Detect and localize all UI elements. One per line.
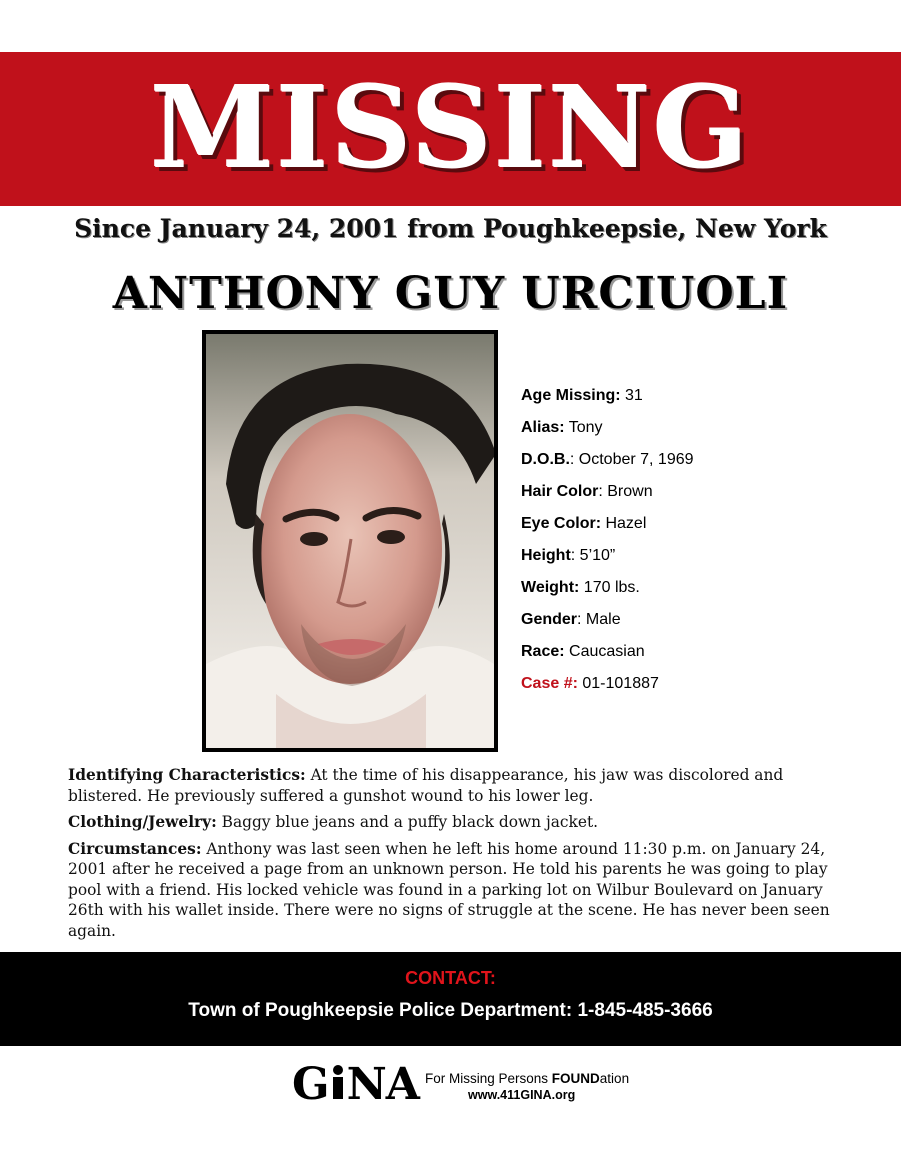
tagline-pre: For Missing Persons (425, 1071, 552, 1086)
detail-label: Eye Color: (521, 515, 602, 532)
detail-value: : Brown (598, 483, 653, 500)
detail-value: : 5’10” (570, 547, 616, 564)
portrait-image (206, 334, 494, 748)
circumstances (68, 839, 848, 942)
narrative-label: Identifying Characteristics: (68, 766, 306, 784)
detail-label: Hair Color (521, 483, 599, 500)
tagline-found: FOUND (551, 1071, 600, 1086)
logo-letters-na: NA (346, 1059, 419, 1110)
detail-value: Hazel (601, 515, 647, 532)
detail-value: 01-101887 (577, 675, 659, 692)
detail-value: 31 (620, 387, 643, 404)
detail-age (521, 380, 881, 412)
footer-url: www.411GINA.org (468, 1088, 576, 1102)
detail-gender (521, 604, 881, 636)
contact-phone-line: Town of Poughkeepsie Police Department: 1-845-485-3666 (188, 1000, 713, 1021)
detail-label: Case #: (521, 675, 578, 692)
person-photo (202, 330, 498, 752)
narrative (68, 765, 848, 947)
details-list (521, 380, 881, 700)
detail-hair-color (521, 476, 881, 508)
narrative-text: Anthony was last seen when he left his home around 11:30 p.m. on January 24, 2001 after he received a page from an unknown person. He told his parents he was going to play pool with a friend. His locked vehicle was found in a parking lot on Wilbur Boulevard on January 26th with his wallet inside. There were no signs of struggle at the scene. He has never been seen again. (68, 839, 830, 940)
detail-value: 170 lbs. (579, 579, 640, 596)
contact-heading: CONTACT: (405, 968, 496, 988)
detail-label: Gender (521, 611, 578, 628)
detail-eye-color (521, 508, 881, 540)
banner-title: MISSING (150, 63, 751, 194)
detail-label: Weight: (521, 579, 580, 596)
detail-value: Tony (564, 419, 603, 436)
narrative-label: Circumstances: (68, 839, 202, 858)
detail-label: D.O.B. (521, 451, 570, 468)
detail-alias (521, 412, 881, 444)
contact-bar (0, 952, 901, 1046)
narrative-text: Baggy blue jeans and a puffy black down jacket. (216, 813, 599, 831)
detail-race (521, 636, 881, 668)
missing-banner (0, 52, 901, 206)
detail-height (521, 540, 881, 572)
narrative-text: At the time of his disappearance, his jaw was discolored and blistered. He previously suffered a gunshot wound to his lower leg. (68, 766, 784, 805)
missing-since-line: Since January 24, 2001 from Poughkeepsie, New York (74, 214, 827, 243)
logo-letter-g: G (292, 1059, 329, 1110)
footer-logo-block (292, 1059, 712, 1113)
clothing-jewelry (68, 812, 848, 833)
detail-case-number (521, 668, 881, 700)
footer-tagline (425, 1071, 629, 1086)
detail-label: Age Missing: (521, 387, 621, 404)
narrative-label: Clothing/Jewelry: (68, 813, 217, 831)
detail-value: Caucasian (564, 643, 645, 660)
detail-value: : October 7, 1969 (569, 451, 694, 468)
detail-dob (521, 444, 881, 476)
detail-label: Race: (521, 643, 565, 660)
gina-logo (292, 1059, 419, 1110)
detail-label: Height (521, 547, 571, 564)
tagline-post: ation (599, 1071, 630, 1086)
person-icon (329, 1063, 347, 1099)
detail-value: : Male (577, 611, 621, 628)
detail-weight (521, 572, 881, 604)
person-name: ANTHONY GUY URCIUOLI (112, 268, 789, 319)
identifying-characteristics (68, 765, 848, 806)
detail-label: Alias: (521, 419, 565, 436)
